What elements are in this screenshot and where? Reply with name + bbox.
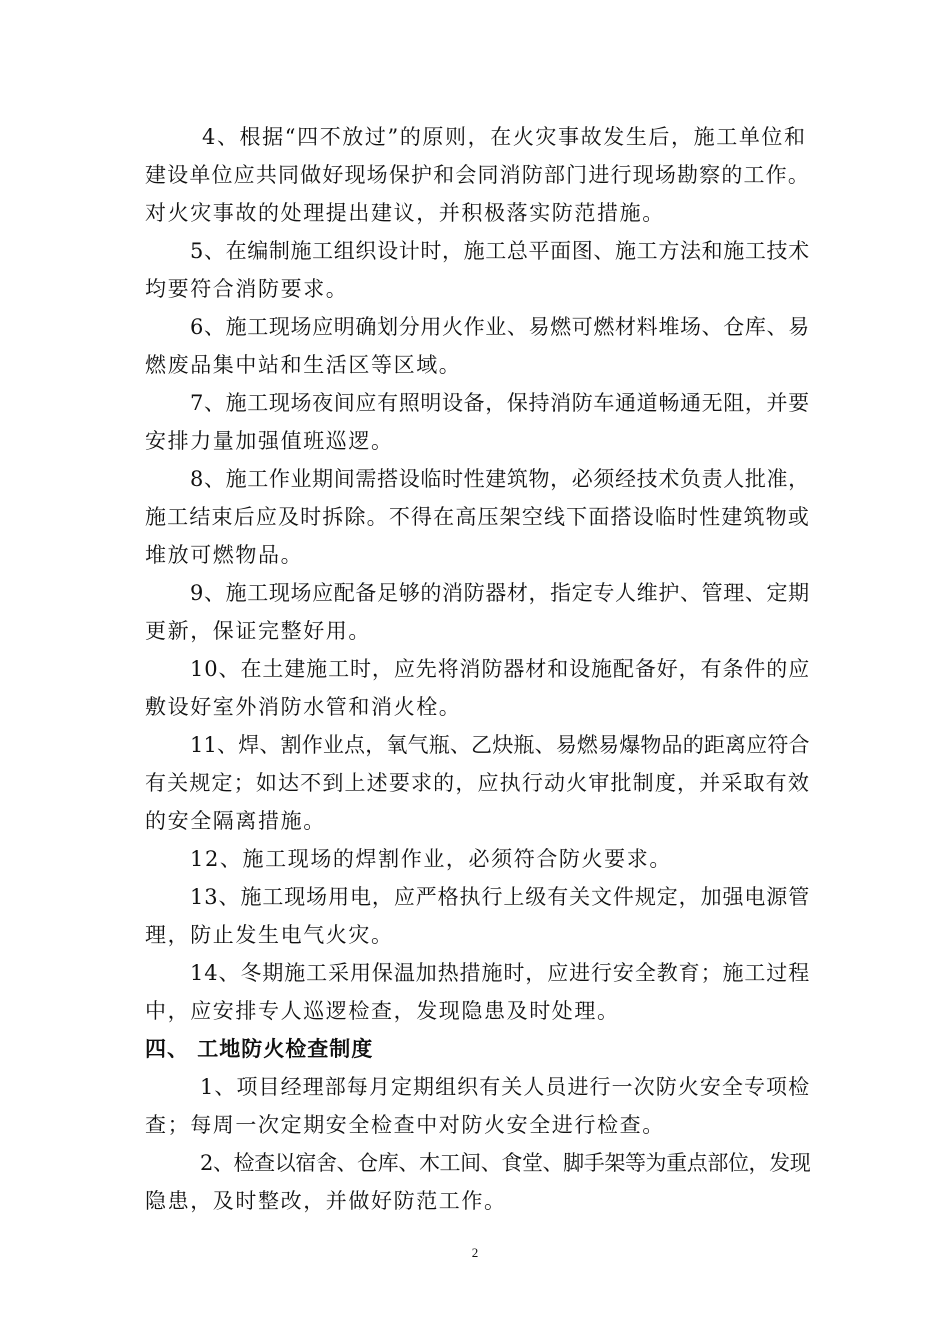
check-item-2-line-1: 2、检查以宿舍、仓库、木工间、食堂、脚手架等为重点部位，发现	[200, 1151, 811, 1175]
paragraph-4-line-1: 4、根据“四不放过”的原则，在火灾事故发生后，施工单位和	[202, 125, 807, 149]
paragraph-10-line-2: 敷设好室外消防水管和消火栓。	[145, 695, 462, 719]
paragraph-6-line-2: 燃废品集中站和生活区等区域。	[145, 353, 462, 377]
paragraph-5-line-2: 均要符合消防要求。	[145, 277, 349, 301]
paragraph-11-line-2: 有关规定；如达不到上述要求的，应执行动火审批制度，并采取有效	[145, 771, 810, 795]
paragraph-11-line-1: 11、焊、割作业点，氧气瓶、乙炔瓶、易燃易爆物品的距离应符合	[190, 733, 810, 757]
paragraph-8-line-3: 堆放可燃物品。	[145, 543, 304, 567]
paragraph-7-line-1: 7、施工现场夜间应有照明设备，保持消防车通道畅通无阻，并要	[190, 391, 810, 415]
paragraph-14-line-1: 14、冬期施工采用保温加热措施时，应进行安全教育；施工过程	[190, 961, 811, 985]
paragraph-13-line-2: 理，防止发生电气火灾。	[145, 923, 394, 947]
section-heading: 四、 工地防火检查制度	[145, 1037, 374, 1061]
paragraph-12-line-1: 12、施工现场的焊割作业，必须符合防火要求。	[190, 847, 672, 871]
paragraph-7-line-2: 安排力量加强值班巡逻。	[145, 429, 394, 453]
paragraph-9-line-1: 9、施工现场应配备足够的消防器材，指定专人维护、管理、定期	[190, 581, 810, 605]
paragraph-10-line-1: 10、在土建施工时，应先将消防器材和设施配备好，有条件的应	[190, 657, 811, 681]
paragraph-4-line-3: 对火灾事故的处理提出建议，并积极落实防范措施。	[145, 201, 665, 225]
paragraph-9-line-2: 更新，保证完整好用。	[145, 619, 371, 643]
check-item-1-line-2: 查；每周一次定期安全检查中对防火安全进行检查。	[145, 1113, 665, 1137]
paragraph-14-line-2: 中，应安排专人巡逻检查，发现隐患及时处理。	[145, 999, 620, 1023]
paragraph-8-line-2: 施工结束后应及时拆除。不得在高压架空线下面搭设临时性建筑物或	[145, 505, 810, 529]
paragraph-11-line-3: 的安全隔离措施。	[145, 809, 326, 833]
check-item-2-line-2: 隐患，及时整改，并做好防范工作。	[145, 1189, 507, 1213]
page-number: 2	[471, 1245, 479, 1260]
paragraph-5-line-1: 5、在编制施工组织设计时，施工总平面图、施工方法和施工技术	[190, 239, 810, 263]
paragraph-6-line-1: 6、施工现场应明确划分用火作业、易燃可燃材料堆场、仓库、易	[190, 315, 810, 339]
paragraph-13-line-1: 13、施工现场用电，应严格执行上级有关文件规定，加强电源管	[190, 885, 811, 909]
paragraph-4-line-2: 建设单位应共同做好现场保护和会同消防部门进行现场勘察的工作。	[145, 163, 810, 187]
paragraph-8-line-1: 8、施工作业期间需搭设临时性建筑物，必须经技术负责人批准，	[190, 467, 810, 491]
check-item-1-line-1: 1、项目经理部每月定期组织有关人员进行一次防火安全专项检	[200, 1075, 811, 1099]
